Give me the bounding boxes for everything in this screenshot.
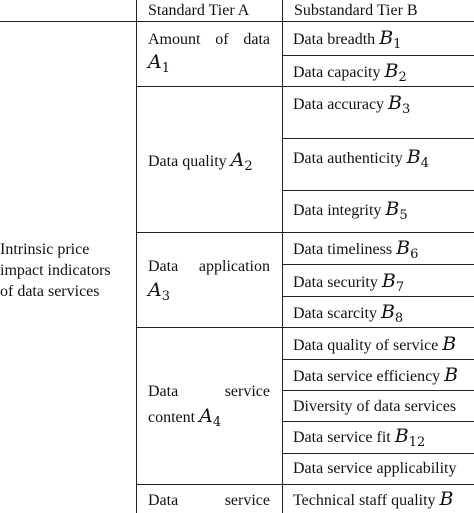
header-tier-a: Standard Tier A <box>148 2 250 19</box>
tier-b-7: Data security $B_7$ <box>293 270 405 295</box>
tier-a-1-line1: Amount of data <box>148 31 270 48</box>
category-line-2: impact indicators <box>0 262 111 279</box>
tier-a-5-line1: Data service <box>148 492 270 509</box>
rule-b9 <box>282 359 474 360</box>
tier-a-2: Data quality $A_2$ <box>148 149 253 174</box>
tier-a-4-line1: Data service <box>148 383 270 400</box>
rule-b3 <box>282 138 474 139</box>
tier-b-1: Data breadth $B_1$ <box>293 27 402 52</box>
tier-b-12: Data service fit $B_{12}$ <box>293 425 426 450</box>
tier-b-4: Data authenticity $B_4$ <box>293 146 429 171</box>
rule-b1 <box>282 55 474 56</box>
tier-b-9: Data quality of service B <box>293 333 457 355</box>
rule-b11 <box>282 421 474 422</box>
rule-b12 <box>282 453 474 454</box>
rule-a1-end <box>136 86 474 87</box>
tier-b-8: Data scarcity $B_8$ <box>293 301 404 326</box>
rule-b4 <box>282 190 474 191</box>
tier-b-5: Data integrity $B_5$ <box>293 198 408 223</box>
rule-a3-end <box>136 327 474 328</box>
tier-a-3-line1: Data application <box>148 258 270 275</box>
tier-b-2: Data capacity $B_2$ <box>293 60 407 85</box>
category-line-1: Intrinsic price <box>0 241 90 258</box>
tier-b-11: Diversity of data services <box>293 398 457 415</box>
rule-a2-end <box>136 232 474 233</box>
header-bottom-rule <box>0 21 474 22</box>
col-divider-1 <box>136 0 137 513</box>
tier-a-1-symbol: $A_1$ <box>148 51 171 76</box>
tier-a-4-line2: content $A_4$ <box>148 405 222 430</box>
category-line-3: of data services <box>0 283 100 300</box>
header-tier-b: Substandard Tier B <box>294 2 418 19</box>
tier-a-3-symbol: $A_3$ <box>148 279 171 304</box>
rule-a4-end <box>136 484 474 485</box>
rule-b6 <box>282 264 474 265</box>
tier-b-6: Data timeliness $B_6$ <box>293 237 419 262</box>
tier-b-10: Data service efficiency B <box>293 364 459 386</box>
tier-b-13: Data service applicability <box>293 460 457 477</box>
tier-b-14: Technical staff quality B <box>293 488 454 510</box>
rule-b7 <box>282 296 474 297</box>
col-divider-2 <box>282 0 283 513</box>
tier-b-3: Data accuracy $B_3$ <box>293 92 411 117</box>
rule-b10 <box>282 390 474 391</box>
